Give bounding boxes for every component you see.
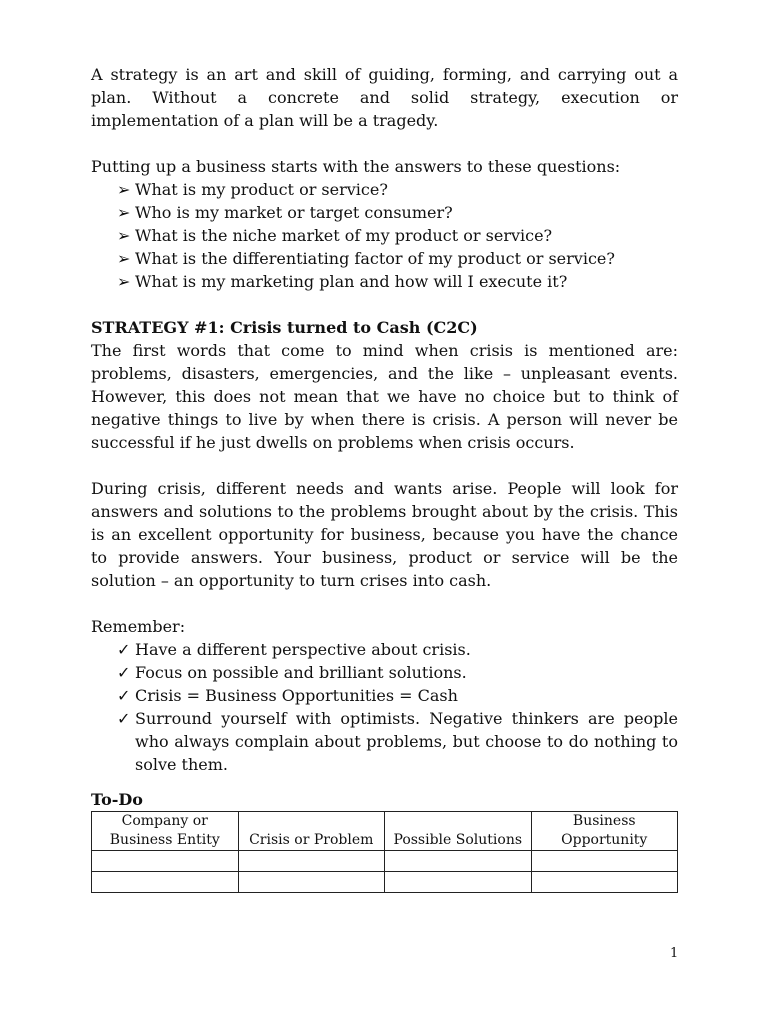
strategy-paragraph-1: The first words that come to mind when crisis is mentioned are: problems, disasters, emergencies, and the like – unpleasant events. However, this does not mean that we have no choice but to think of negative things to live by when there is crisis. A person will never be successful if he just dwells on problems when crisis occurs.	[91, 341, 678, 452]
checkmark-icon: ✓	[117, 663, 131, 682]
page-number: 1	[670, 946, 679, 961]
table-cell[interactable]	[385, 872, 532, 893]
arrow-bullet-icon: ➢	[117, 203, 131, 222]
todo-title: To-Do	[91, 790, 143, 809]
checkmark-icon: ✓	[117, 686, 131, 705]
questions-list	[91, 178, 678, 293]
table-header-row	[92, 812, 678, 851]
intro-paragraph: A strategy is an art and skill of guiding, forming, and carrying out a plan. Without a concrete and solid strategy, execution or implementation of a plan will be a tragedy.	[91, 65, 678, 130]
header-opportunity: Business Opportunity	[531, 812, 678, 851]
header-company: Company or Business Entity	[92, 812, 239, 851]
table-cell[interactable]	[92, 851, 239, 872]
list-item: ➢ What is the differentiating factor of my product or service?	[117, 249, 615, 268]
list-item: ✓ Crisis = Business Opportunities = Cash	[117, 686, 458, 705]
list-item: ➢ Who is my market or target consumer?	[117, 203, 453, 222]
table-cell[interactable]	[385, 851, 532, 872]
table-row	[92, 872, 678, 893]
list-item: ✓ Surround yourself with optimists. Negative thinkers are people who always complain about problems, but choose to do nothing to solve them.	[117, 709, 678, 774]
list-item: ➢ What is my product or service?	[117, 180, 388, 199]
arrow-bullet-icon: ➢	[117, 226, 131, 245]
arrow-bullet-icon: ➢	[117, 249, 131, 268]
strategy-heading: STRATEGY #1: Crisis turned to Cash (C2C)	[91, 318, 478, 337]
table-cell[interactable]	[531, 872, 678, 893]
arrow-bullet-icon: ➢	[117, 272, 131, 291]
table-cell[interactable]	[92, 872, 239, 893]
questions-intro: Putting up a business starts with the answers to these questions:	[91, 157, 621, 176]
arrow-bullet-icon: ➢	[117, 180, 131, 199]
table-cell[interactable]	[238, 851, 385, 872]
table-cell[interactable]	[531, 851, 678, 872]
list-item: ➢ What is my marketing plan and how will I execute it?	[117, 272, 568, 291]
remember-label: Remember:	[91, 617, 186, 636]
list-item: ✓ Have a different perspective about crisis.	[117, 640, 471, 659]
header-crisis: Crisis or Problem	[238, 812, 385, 851]
checkmark-icon: ✓	[117, 640, 131, 659]
remember-list	[91, 638, 678, 776]
todo-table	[91, 811, 678, 893]
table-cell[interactable]	[238, 872, 385, 893]
checkmark-icon: ✓	[117, 709, 131, 728]
list-item: ➢ What is the niche market of my product or service?	[117, 226, 553, 245]
document-page	[91, 63, 678, 893]
list-item: ✓ Focus on possible and brilliant solutions.	[117, 663, 467, 682]
table-row	[92, 851, 678, 872]
strategy-paragraph-2: During crisis, different needs and wants arise. People will look for answers and solutions to the problems brought about by the crisis. This is an excellent opportunity for business, because you have the chance to provide answers. Your business, product or service will be the solution – an opportunity to turn crises into cash.	[91, 479, 678, 590]
header-solutions: Possible Solutions	[385, 812, 532, 851]
